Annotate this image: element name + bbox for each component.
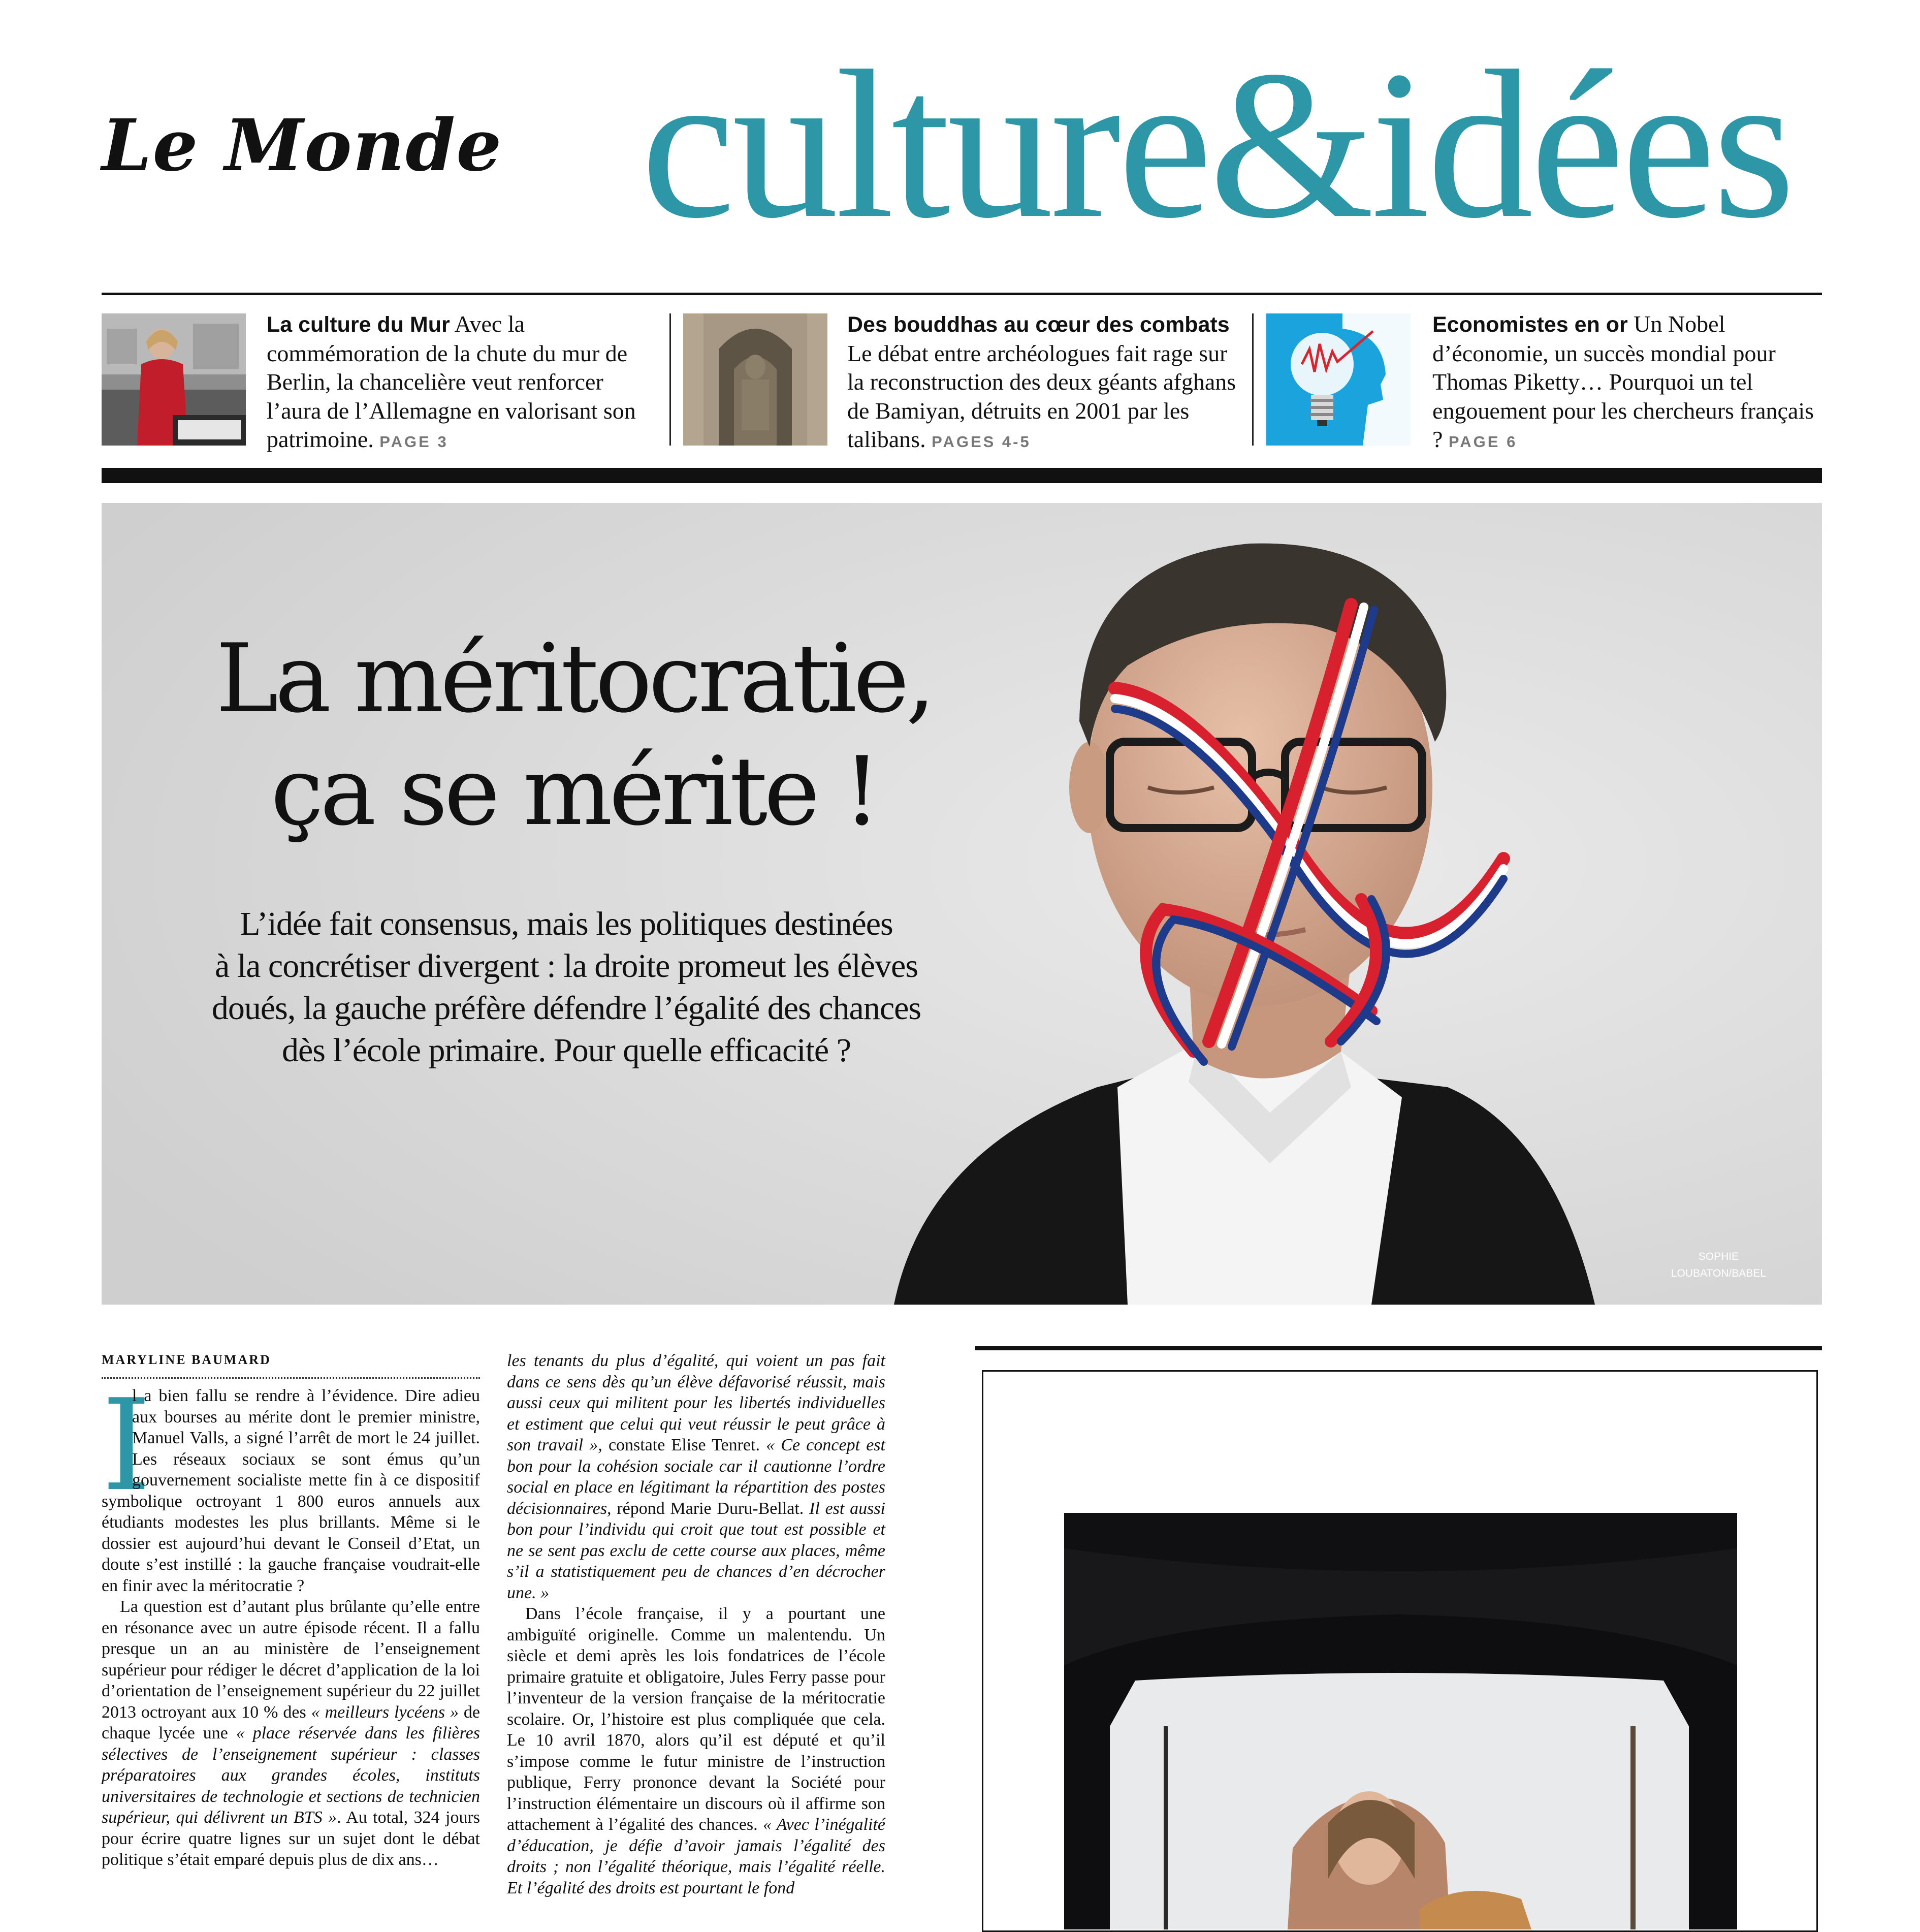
headline[interactable] (168, 622, 980, 848)
photo-credit-line: SOPHIE (1698, 1251, 1739, 1262)
paragraph: La question est d’autant plus brûlante qu’elle entre en résonance avec un autre épisode récent. Il a fallu presque un an au ministère de l’enseignement supérieur pour rédiger le décret d’application de la loi d’orientation de l’enseignement supérieur du 22 juillet 2013 octroyant aux 10 % des « meilleurs lycéens » de chaque lycée une « place réservée dans les filières sélectives de l’enseignement supérieur : classes préparatoires aux grandes écoles, instituts universitaires de technologie et sections de technicien supérieur, qui délivrent un BTS ». Au total, 324 jours pour écrire quatre lignes sur un sujet dont le débat politique s’était emparé depuis plus de dix ans… (102, 1597, 481, 1869)
teaser-2-page: PAGES 4-5 (932, 433, 1031, 451)
teaser-bottom-rule (102, 468, 1822, 483)
article-column-1 (102, 1373, 481, 1871)
photo-credit-line: LOUBATON/BABEL (1671, 1268, 1766, 1279)
paragraph: Dans l’école française, il y a pourtant une ambiguïté originelle. Comme un malentendu. Un siècle et demi après les lois fondatrices de l’école primaire gratuite et obligatoire, Jules Ferry passe pour l’inventeur de la version française de la méritocratie scolaire. Or, l’histoire est plus compliquée que cela. Le 10 avril 1870, alors qu’il est député et qu’il s’impose comme le futur ministre de l’instruction publique, Ferry prononce devant la Société pour l’instruction élémentaire un discours où il affirme son attachement à l’égalité des chances. « Avec l’inégalité d’éducation, je défie d’avoir jamais l’égalité des droits ; non l’égalité théorique, mais l’égalité réelle. Et l’égalité des droits est pourtant le fond (507, 1604, 885, 1897)
photo-credit (1671, 1248, 1766, 1282)
headline-line: La méritocratie, (215, 623, 933, 734)
le-monde-logo[interactable]: Le Monde (102, 104, 503, 187)
teaser-thumb-lightbulb[interactable] (1266, 313, 1411, 446)
teaser-1-page: PAGE 3 (379, 433, 449, 451)
teaser-1-title: La culture du Mur (267, 312, 450, 337)
paragraph: les tenants du plus d’égalité, qui voient un pas fait dans ce sens dès qu’un élève défavorisé réussit, mais aussi ceux qui militent pour les libertés individuelles et estiment que celui qui veut réussir le peut grâce à son travail », constate Elise Tenret. « Ce concept est bon pour la cohésion sociale car il cautionne l’ordre social en place en légitimant la répartition des postes décisionnaires, répond Marie Duru-Bellat. Il est aussi bon pour l’individu qui croit que tout est possible et ne se sent pas exclu de cette course aux places, même s’il a statistiquement peu de chances d’en décrocher une. » (507, 1351, 885, 1602)
drop-cap: I (102, 1373, 151, 1519)
section-title: culture&idées (641, 27, 1793, 262)
standfirst-line: doués, la gauche préfère défendre l’égalité des chances (211, 990, 921, 1027)
teaser-separator (669, 313, 671, 446)
teaser-3[interactable] (1432, 310, 1818, 457)
standfirst-line: à la concrétiser divergent : la droite promeut les élèves (214, 947, 918, 985)
teaser-2-text: Le débat entre archéologues fait rage sur la reconstruction des deux géants afghans de Bamiyan, détruits en 2001 par les talibans. (847, 340, 1236, 452)
teaser-thumb-bamiyan[interactable] (683, 313, 827, 446)
paragraph: l a bien fallu se rendre à l’évidence. Dire adieu aux bourses au mérite dont le premier ministre, Manuel Valls, a signé l’arrêt de mort le 24 juillet. Les réseaux sociaux se sont émus qu’un gouvernement socialiste mette fin à ce dispositif symbolique octroyant 1 800 euros annuels aux étudiants modestes les plus brillants. Même si le dossier est aujourd’hui devant le Conseil d’Etat, un doute s’est instillé : la gauche française voudrait-elle en finir avec la méritocratie ? (102, 1386, 480, 1595)
teaser-2-title: Des bouddhas au cœur des combats (847, 312, 1230, 337)
hero-panel (102, 503, 1822, 1305)
standfirst-line: L’idée fait consensus, mais les politiques destinées (240, 905, 893, 942)
byline: MARYLINE BAUMARD (102, 1352, 271, 1367)
byline-dotted-rule (102, 1377, 480, 1379)
teaser-2[interactable] (847, 310, 1243, 457)
article-column-2 (507, 1350, 885, 1898)
car-interior-photo[interactable] (1064, 1513, 1737, 1929)
teaser-3-title: Economistes en or (1432, 312, 1628, 337)
teaser-3-text: Un Nobel d’économie, un succès mondial pour Thomas Piketty… Pourquoi un tel engouement pour les chercheurs français ? (1432, 311, 1814, 452)
headline-line: ça se mérite ! (270, 736, 878, 846)
masthead-rule (102, 293, 1822, 295)
teaser-3-page: PAGE 6 (1448, 433, 1518, 451)
teaser-separator (1252, 313, 1254, 446)
standfirst-line: dès l’école primaire. Pour quelle efficacité ? (281, 1032, 851, 1069)
teaser-1-text: Avec la commémoration de la chute du mur de Berlin, la chancelière veut renforcer l’aura de l’Allemagne en valorisant son patrimoine. (267, 311, 636, 452)
photo-box-top-rule (975, 1346, 1822, 1350)
teaser-thumb-merkel[interactable] (102, 313, 246, 446)
standfirst (152, 903, 980, 1071)
teaser-1[interactable] (267, 310, 653, 457)
